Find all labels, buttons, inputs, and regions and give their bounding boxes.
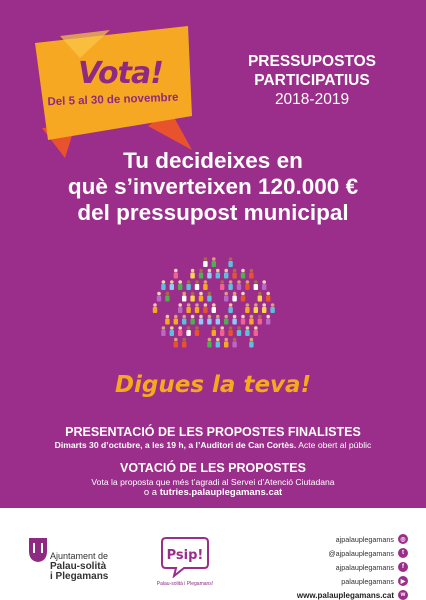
crowd-person [195,326,199,336]
crowd-person [199,292,203,302]
crowd-person [165,292,169,302]
presentation-title: PRESENTACIÓ DE LES PROPOSTES FINALISTES [65,425,361,439]
headline-line2: què s’inverteixen 120.000 € [67,174,359,199]
voting-link-line [0,487,426,498]
crowd-person [216,338,220,348]
crowd-person [170,280,174,290]
website: www.palauplegamans.cat [296,590,394,600]
psip-logo-text: Psip! [166,548,204,563]
instagram-icon: ◎ [398,534,408,544]
crowd-person [262,303,266,313]
crowd-person [266,315,270,325]
website-row[interactable] [274,588,408,600]
crowd-person [245,303,249,313]
crowd-person [182,292,186,302]
crowd-person [224,315,228,325]
crowd-person [254,280,258,290]
crowd-person [270,303,274,313]
social-youtube[interactable] [274,574,408,588]
crowd-person [241,315,245,325]
crowd-person [170,326,174,336]
vota-dates: Del 5 al 30 de novembre [47,91,179,109]
social-handle: palauplegamans [341,576,394,586]
crowd-person [195,280,199,290]
crowd-person [249,315,253,325]
crowd-person [207,315,211,325]
facebook-icon: f [398,562,408,572]
crowd-person [224,269,228,279]
crowd-person [232,315,236,325]
vota-badge [20,18,200,168]
crowd-person [178,303,182,313]
council-line3: i Plegamans [50,571,109,582]
crowd-person [178,326,182,336]
headline-line1: Tu decideixes en [123,148,303,173]
crowd-person [232,269,236,279]
crowd-person [245,326,249,336]
crowd-person [254,303,258,313]
coat-of-arms-icon [28,537,48,563]
crowd-person [207,292,211,302]
header-line2: PARTICIPATIUS [254,72,370,89]
presentation-when: Dimarts 30 d’octubre, a les 19 h, a l’Auditori de Can Cortès. [54,440,297,450]
crowd-person [232,338,236,348]
social-twitter[interactable] [274,546,408,560]
crowd-person [232,292,236,302]
header-years: 2018-2019 [274,91,350,108]
crowd-person [186,326,190,336]
voting-prefix: o a [143,487,158,498]
social-links [274,532,408,600]
crowd-person [207,338,211,348]
crowd-person [258,292,262,302]
crowd-person [220,280,224,290]
council-line1: Ajuntament de [50,551,109,561]
crowd-person [195,303,199,313]
crowd-person [249,269,253,279]
presentation-detail [0,440,426,450]
crowd-person [212,326,216,336]
crowd-person [199,315,203,325]
crowd-person [254,326,258,336]
vota-title: Vota! [78,56,163,91]
crowd-person [186,303,190,313]
psip-subtitle: Palau-solità i Plegamans! [156,581,214,587]
crowd-person [203,257,207,267]
crowd-person [249,338,253,348]
crowd-person [228,303,232,313]
header-block [232,52,392,110]
crowd-person [224,292,228,302]
crowd-person [216,315,220,325]
crowd-person [258,315,262,325]
crowd-person [157,292,161,302]
crowd-person [165,315,169,325]
voting-title: VOTACIÓ DE LES PROPOSTES [120,461,306,475]
crowd-person [203,280,207,290]
crowd-person [161,280,165,290]
voting-link[interactable]: tutries.palauplegamans.cat [159,487,283,498]
crowd-person [178,280,182,290]
website-icon: w [398,590,408,600]
crowd-person [228,280,232,290]
crowd-person [241,269,245,279]
crowd-person [182,338,186,348]
crowd-person [216,269,220,279]
headline [0,148,426,226]
social-handle: ajpalauplegamans [335,534,394,544]
crowd-person [186,280,190,290]
crowd-person [237,280,241,290]
presentation-note: Acte obert al públic [298,440,372,450]
crowd-person [245,280,249,290]
crowd-person [161,326,165,336]
crowd-person [174,315,178,325]
crowd-person [237,326,241,336]
crowd-person [212,303,216,313]
crowd-person [153,303,157,313]
crowd-person [190,292,194,302]
crowd-person [224,338,228,348]
headline-line3: del pressupost municipal [77,200,349,225]
council-name [50,551,108,583]
twitter-icon: t [398,548,408,558]
crowd-person [241,292,245,302]
council-line2: Palau-solità [50,560,107,572]
crowd-person [228,257,232,267]
crowd-person [262,280,266,290]
crowd-illustration [150,255,280,355]
crowd-person [182,315,186,325]
social-instagram[interactable] [274,532,408,546]
crowd-person [174,338,178,348]
crowd-person [190,269,194,279]
crowd-person [199,269,203,279]
crowd-person [190,315,194,325]
crowd-person [174,269,178,279]
crowd-person [212,257,216,267]
header-line1: PRESSUPOSTOS [247,53,377,70]
crowd-person [220,326,224,336]
social-handle: @ajpalauplegamans [328,548,394,558]
crowd-person [266,292,270,302]
crowd-person [207,269,211,279]
crowd-person [228,326,232,336]
voting-detail: Vota la proposta que més t’agradi al Servei d’Atenció Ciutadana [91,477,335,487]
tagline: Digues la teva! [114,372,312,398]
crowd-person [203,303,207,313]
social-handle: ajpalauplegamans [335,562,394,572]
social-facebook[interactable] [274,560,408,574]
youtube-icon: ▶ [398,576,408,586]
psip-logo [160,534,210,578]
